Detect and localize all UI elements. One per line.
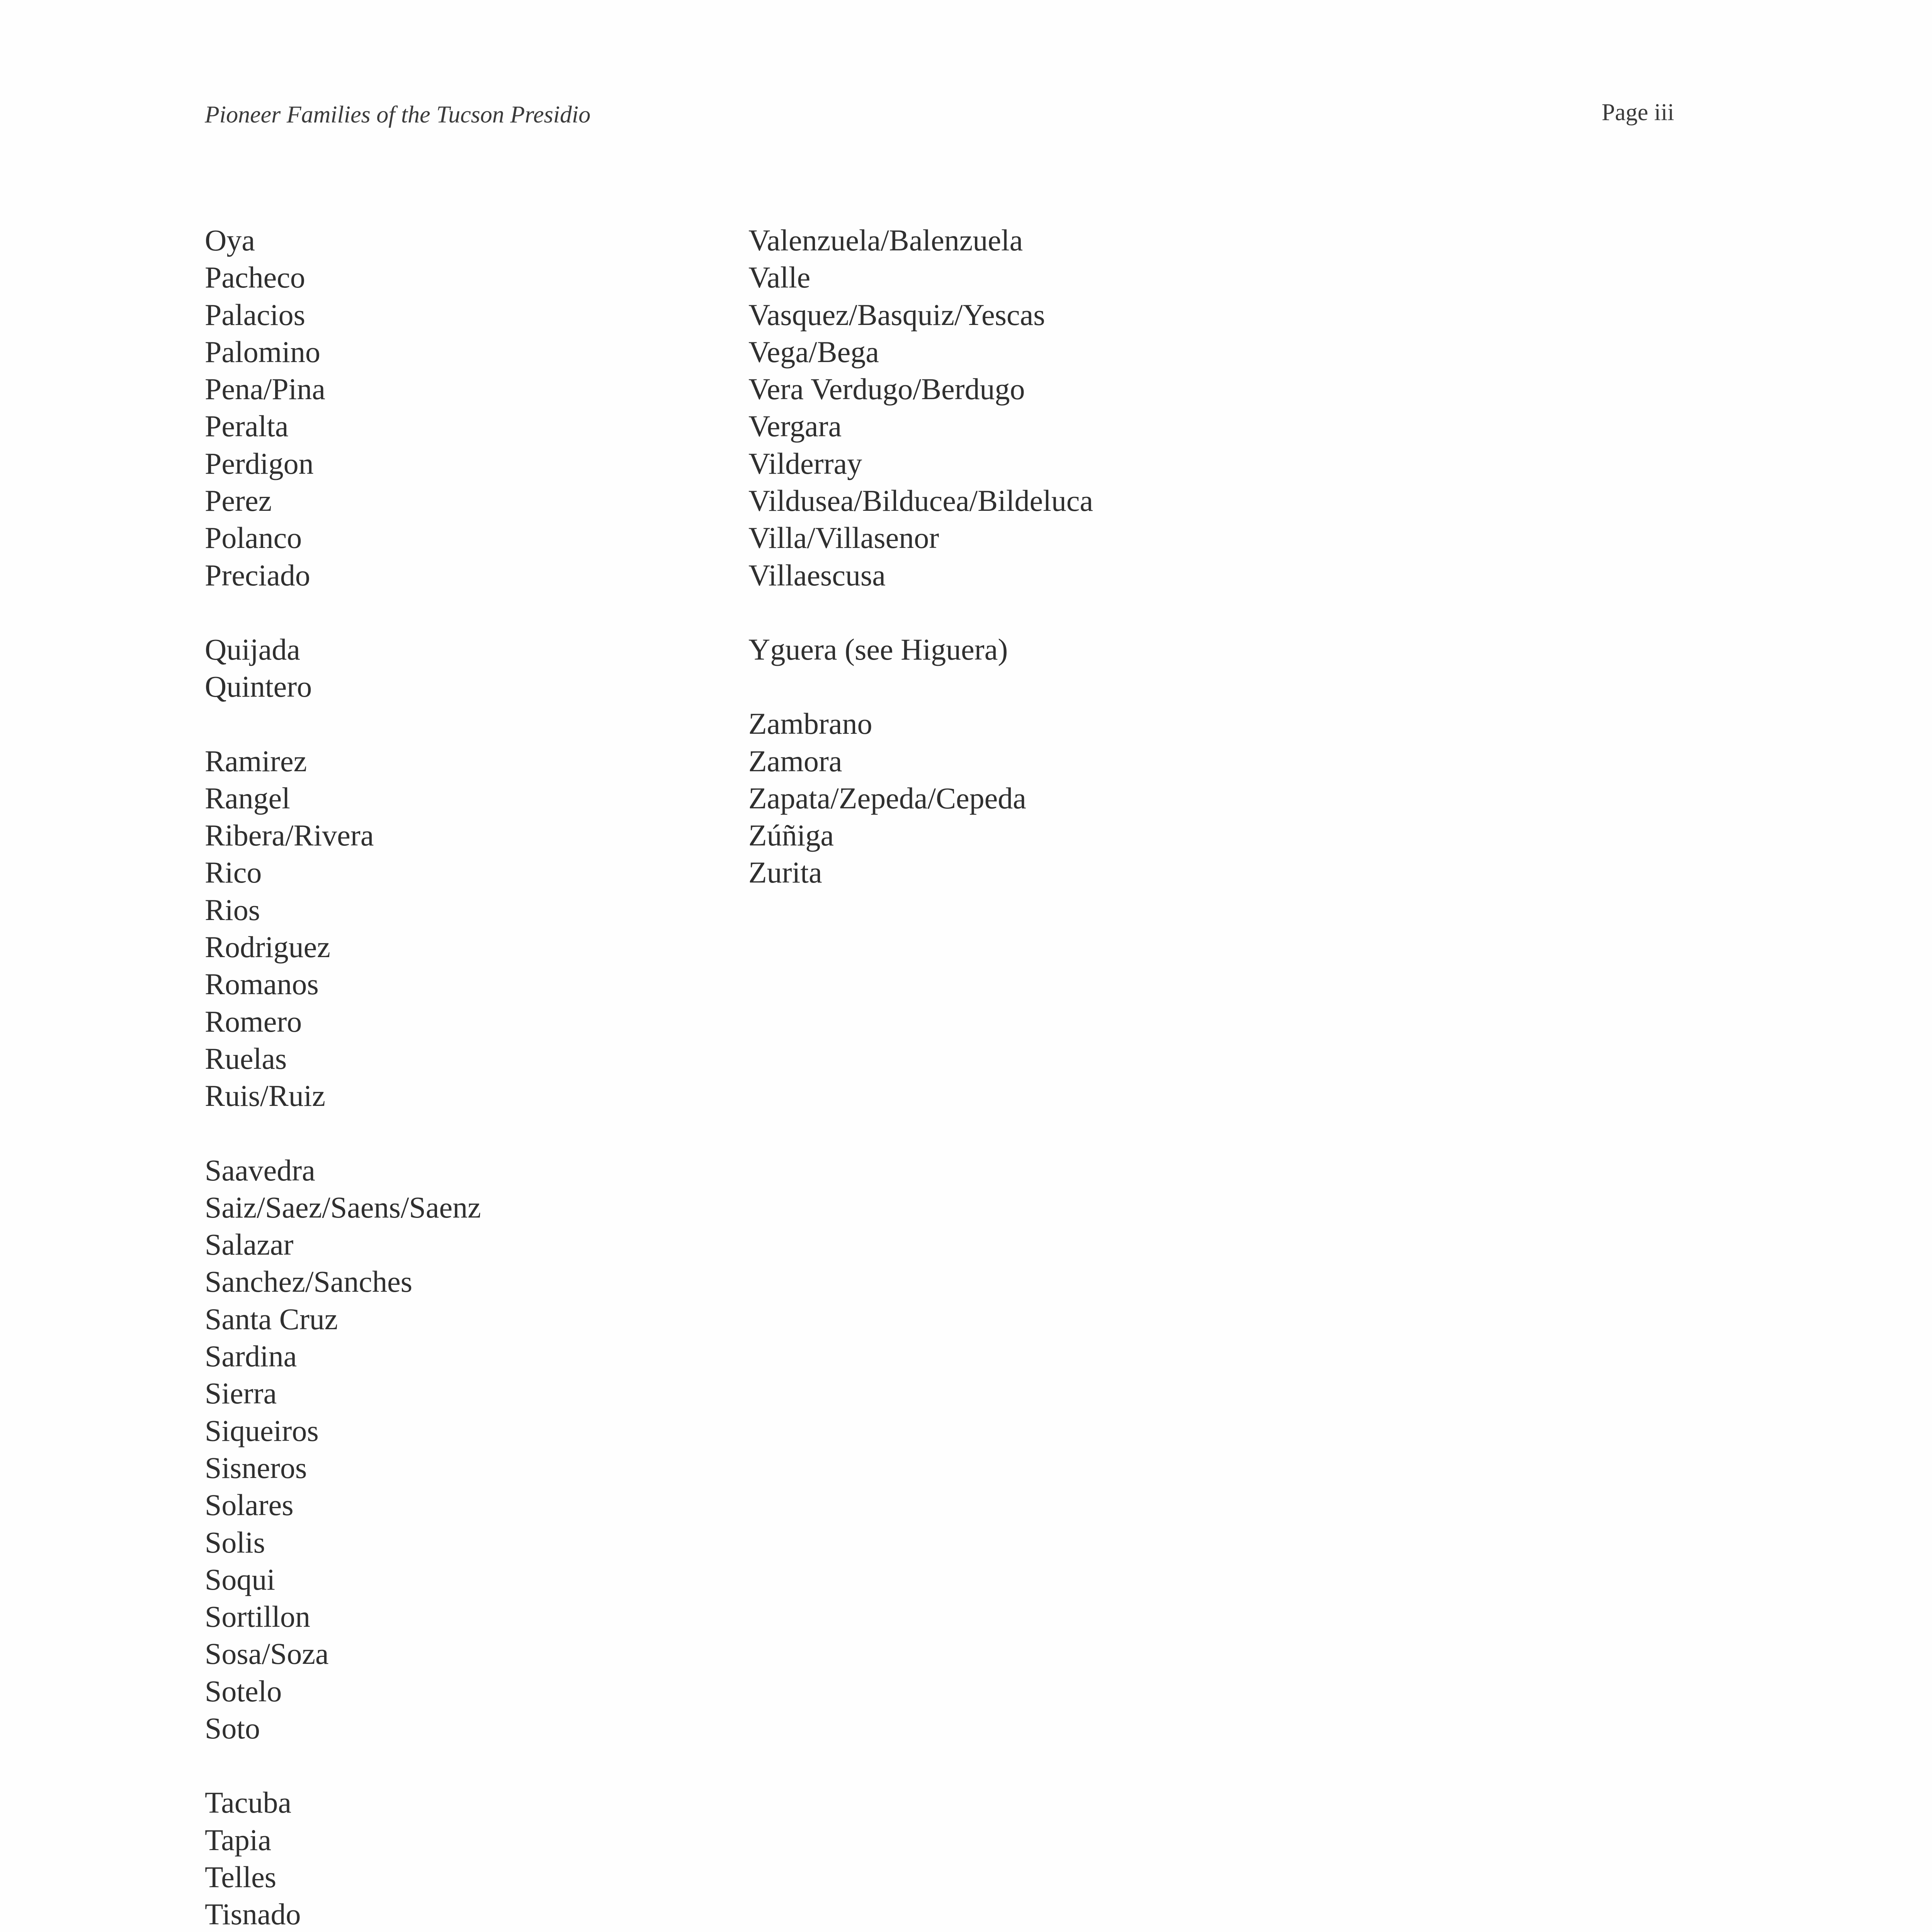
surname-group (748, 631, 1367, 668)
surname-entry: Sardina (205, 1339, 297, 1373)
surname-entry: Telles (205, 1860, 277, 1894)
surname-entry: Pena/Pina (205, 372, 325, 406)
surname-entry: Zúñiga (748, 818, 834, 852)
surname-entry: Valenzuela/Balenzuela (748, 223, 1023, 257)
surname-entry: Zurita (748, 855, 822, 889)
surname-entry: Romero (205, 1004, 302, 1038)
surname-entry: Yguera (see Higuera) (748, 632, 1008, 666)
surname-group (748, 705, 1367, 891)
surname-entry: Rios (205, 893, 260, 927)
surname-entry: Vera Verdugo/Berdugo (748, 372, 1025, 406)
surname-entry: Siqueiros (205, 1413, 319, 1447)
surname-group (748, 222, 1367, 594)
surname-entry: Perdigon (205, 446, 314, 480)
surname-entry: Vergara (748, 409, 842, 443)
surname-entry: Vilderray (748, 446, 862, 480)
page-number: Page iii (1602, 99, 1674, 126)
surname-entry: Rodriguez (205, 930, 330, 964)
surname-entry: Romanos (205, 967, 319, 1001)
surname-entry: Rico (205, 855, 262, 889)
surname-column-right (748, 222, 1367, 929)
surname-entry: Ruis/Ruiz (205, 1079, 326, 1113)
surname-entry: Palomino (205, 335, 321, 369)
surname-entry: Ramirez (205, 744, 307, 778)
surname-entry: Valle (748, 260, 811, 294)
surname-entry: Vega/Bega (748, 335, 879, 369)
surname-entry: Salazar (205, 1228, 294, 1262)
surname-entry: Saiz/Saez/Saens/Saenz (205, 1190, 481, 1224)
surname-column-left (205, 222, 707, 1932)
surname-group (205, 743, 707, 1115)
surname-entry: Zambrano (748, 707, 872, 741)
surname-entry: Sisneros (205, 1451, 307, 1485)
surname-entry: Zapata/Zepeda/Cepeda (748, 781, 1026, 815)
surname-entry: Sotelo (205, 1674, 282, 1708)
surname-entry: Perez (205, 484, 272, 518)
surname-entry: Rangel (205, 781, 290, 815)
surname-entry: Villaescusa (748, 558, 886, 592)
surname-entry: Ruelas (205, 1041, 287, 1075)
surname-entry: Sierra (205, 1376, 277, 1410)
surname-entry: Oya (205, 223, 255, 257)
running-head-title: Pioneer Families of the Tucson Presidio (205, 102, 591, 128)
surname-entry: Solis (205, 1525, 265, 1559)
surname-entry: Tapia (205, 1823, 272, 1857)
surname-entry: Villa/Villasenor (748, 521, 939, 555)
surname-entry: Vasquez/Basquiz/Yescas (748, 298, 1045, 332)
surname-entry: Tisnado (205, 1897, 301, 1931)
surname-entry: Preciado (205, 558, 310, 592)
surname-entry: Sosa/Soza (205, 1637, 329, 1671)
surname-entry: Peralta (205, 409, 289, 443)
surname-entry: Quijada (205, 632, 300, 666)
surname-entry: Soqui (205, 1562, 276, 1596)
surname-entry: Palacios (205, 298, 305, 332)
surname-entry: Solares (205, 1488, 294, 1522)
surname-entry: Polanco (205, 521, 302, 555)
surname-entry: Ribera/Rivera (205, 818, 374, 852)
surname-entry: Vildusea/Bilducea/Bildeluca (748, 484, 1094, 518)
surname-entry: Pacheco (205, 260, 305, 294)
surname-entry: Soto (205, 1711, 260, 1745)
surname-entry: Sanchez/Sanches (205, 1265, 413, 1299)
surname-entry: Saavedra (205, 1153, 315, 1187)
surname-entry: Quintero (205, 670, 312, 704)
surname-group (205, 631, 707, 706)
surname-entry: Santa Cruz (205, 1302, 338, 1336)
surname-entry: Tacuba (205, 1786, 292, 1820)
surname-group (205, 222, 707, 594)
surname-entry: Sortillon (205, 1600, 311, 1634)
surname-entry: Zamora (748, 744, 842, 778)
surname-group (205, 1784, 707, 1932)
surname-group (205, 1152, 707, 1747)
